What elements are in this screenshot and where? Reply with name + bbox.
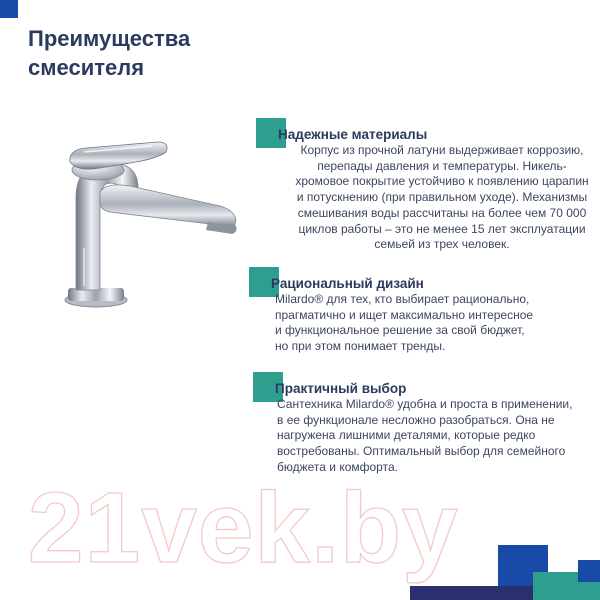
faucet-image bbox=[40, 128, 280, 318]
faucet-spout bbox=[100, 185, 236, 228]
feature-text: Сантехника Milardo® удобна и проста в применении, в ее функционале несложно разобраться. Она не нагружена лишними деталями, которые редко востребованы. Оптимальный выбор для семейного бюджета и комфорта. bbox=[277, 397, 573, 474]
feature-title: Практичный выбор bbox=[275, 381, 407, 396]
page-title-line-1: Преимущества bbox=[28, 26, 191, 51]
page-title bbox=[28, 24, 190, 82]
corner-decor-blue-small bbox=[578, 560, 600, 582]
feature-title: Рациональный дизайн bbox=[271, 276, 424, 291]
feature-text: Milardo® для тех, кто выбирает рационально, прагматично и ищет максимально интересное и функциональное решение за свой бюджет, но при этом понимает тренды. bbox=[275, 292, 534, 354]
faucet-body bbox=[76, 164, 138, 290]
corner-decor-square bbox=[0, 0, 18, 18]
page-title-line-2: смесителя bbox=[28, 55, 145, 80]
feature-title: Надежные материалы bbox=[278, 127, 428, 142]
faucet-lever bbox=[70, 142, 167, 169]
watermark: 21vek.by bbox=[28, 472, 459, 584]
feature-text: Корпус из прочной латуни выдерживает коррозию, перепады давления и температуры. Никель- хромовое покрытие устойчиво к появлению царапин и потускнению (при правильном уходе). Механизмы смешивания воды рассчитаны на более чем 70 000 циклов работы – это не менее 15 лет эксплуатации семьей из трех человек. bbox=[295, 143, 589, 252]
